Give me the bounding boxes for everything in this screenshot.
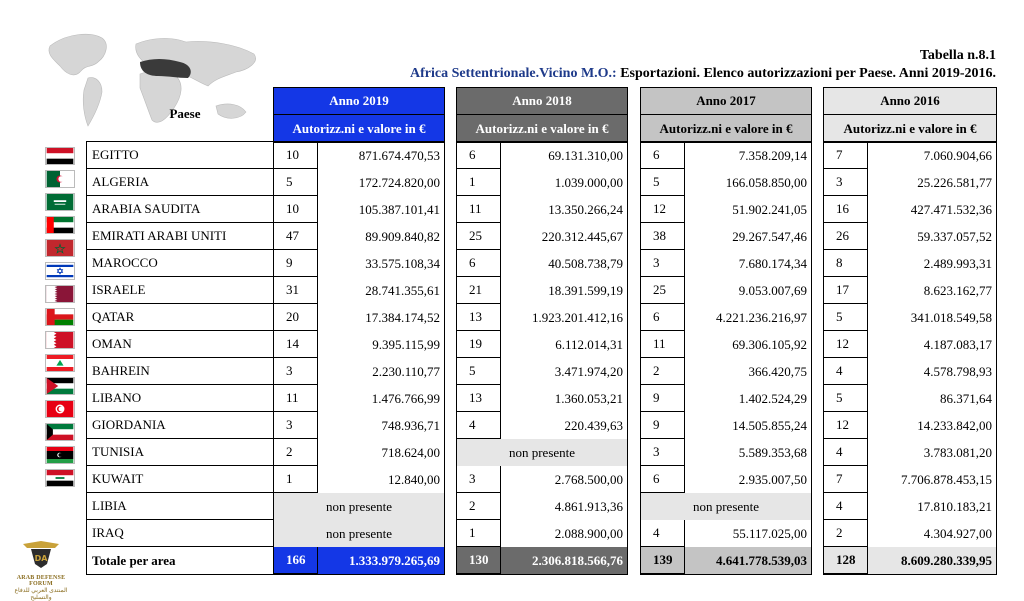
table-row [641, 358, 811, 385]
not-present-cell: non presente [641, 493, 811, 520]
table-row [274, 277, 444, 304]
authorization-count: 2 [457, 493, 501, 520]
country-name: EMIRATI ARABI UNITI [87, 223, 273, 250]
year-2018-column [456, 141, 628, 575]
authorization-count: 6 [641, 142, 685, 169]
shield-logo-icon [21, 540, 61, 570]
country-name-column [86, 141, 274, 575]
authorization-count: 38 [641, 223, 685, 250]
table-row [641, 385, 811, 412]
authorization-count: 20 [274, 304, 318, 331]
value-eur: 427.471.532,36 [910, 201, 992, 217]
table-row [824, 412, 996, 439]
value-eur: 14.505.855,24 [732, 417, 807, 433]
value-eur: 2.935.007,50 [738, 471, 807, 487]
table-row [274, 250, 444, 277]
table-row [457, 466, 627, 493]
authorization-count: 17 [824, 277, 868, 304]
table-row [824, 304, 996, 331]
oman-flag-icon [45, 308, 75, 326]
table-row [457, 439, 627, 466]
value-eur: 871.674.470,53 [358, 147, 440, 163]
year-2019-header [273, 87, 445, 143]
authorization-count: 6 [641, 466, 685, 493]
table-row [274, 520, 444, 547]
country-name: LIBIA [87, 493, 273, 520]
authorization-count: 8 [824, 250, 868, 277]
table-row [641, 466, 811, 493]
value-eur: 5.589.353,68 [738, 444, 807, 460]
value-eur: 69.306.105,92 [732, 336, 807, 352]
table-row [824, 196, 996, 223]
total-count: 166 [274, 547, 318, 574]
table-row [641, 520, 811, 547]
year-sublabel: Autorizz.ni e valore in € [824, 115, 996, 142]
authorization-count: 16 [824, 196, 868, 223]
total-value: 8.609.280.339,95 [868, 547, 996, 574]
svg-text:DA: DA [34, 554, 48, 563]
authorization-count: 5 [457, 358, 501, 385]
total-count: 128 [824, 547, 868, 574]
egypt-flag-icon [45, 147, 75, 165]
authorization-count: 6 [457, 142, 501, 169]
table-row [457, 331, 627, 358]
table-row [641, 412, 811, 439]
authorization-count: 7 [824, 142, 868, 169]
table-row [457, 196, 627, 223]
table-row [274, 196, 444, 223]
country-name: OMAN [87, 331, 273, 358]
value-eur: 17.384.174,52 [365, 309, 440, 325]
year-2017-column [640, 141, 812, 575]
algeria-flag-icon [45, 170, 75, 188]
authorization-count: 5 [641, 169, 685, 196]
year-label: Anno 2019 [274, 88, 444, 115]
value-eur: 1.402.524,29 [738, 390, 807, 406]
value-eur: 3.471.974,20 [554, 363, 623, 379]
authorization-count: 12 [824, 412, 868, 439]
authorization-count: 47 [274, 223, 318, 250]
year-label: Anno 2018 [457, 88, 627, 115]
value-eur: 12.840,00 [388, 471, 440, 487]
value-eur: 29.267.547,46 [732, 228, 807, 244]
value-eur: 166.058.850,00 [725, 174, 807, 190]
value-eur: 14.233.842,00 [917, 417, 992, 433]
authorization-count: 5 [274, 169, 318, 196]
year-2016-column [823, 141, 997, 575]
value-eur: 17.810.183,21 [917, 498, 992, 514]
value-eur: 2.088.900,00 [554, 525, 623, 541]
page-title [410, 66, 996, 82]
table-row [457, 169, 627, 196]
flag-column [45, 143, 77, 492]
authorization-count: 25 [641, 277, 685, 304]
bahrain-flag-icon [45, 331, 75, 349]
country-name: ARABIA SAUDITA [87, 196, 273, 223]
authorization-count: 1 [457, 520, 501, 547]
authorization-count: 4 [641, 520, 685, 547]
table-row [641, 439, 811, 466]
table-row [641, 196, 811, 223]
table-row [641, 223, 811, 250]
value-eur: 4.304.927,00 [923, 525, 992, 541]
year-label: Anno 2017 [641, 88, 811, 115]
authorization-count: 11 [457, 196, 501, 223]
table-row [641, 304, 811, 331]
value-eur: 89.909.840,82 [365, 228, 440, 244]
table-row [457, 277, 627, 304]
authorization-count: 7 [824, 466, 868, 493]
authorization-count: 1 [274, 466, 318, 493]
table-row [824, 277, 996, 304]
value-eur: 51.902.241,05 [732, 201, 807, 217]
table-row [824, 439, 996, 466]
value-eur: 25.226.581,77 [917, 174, 992, 190]
country-name: BAHREIN [87, 358, 273, 385]
table-row [824, 331, 996, 358]
title-region: Africa Settentrionale.Vicino M.O.: [410, 66, 617, 81]
table-row [274, 493, 444, 520]
table-row [274, 439, 444, 466]
value-eur: 8.623.162,77 [923, 282, 992, 298]
table-row [274, 223, 444, 250]
morocco-flag-icon [45, 239, 75, 257]
uae-flag-icon [45, 216, 75, 234]
authorization-count: 26 [824, 223, 868, 250]
total-count: 130 [457, 547, 501, 574]
authorization-count: 1 [457, 169, 501, 196]
authorization-count: 2 [641, 358, 685, 385]
country-name: ISRAELE [87, 277, 273, 304]
table-row [457, 412, 627, 439]
lebanon-flag-icon [45, 354, 75, 372]
not-present-cell: non presente [274, 493, 444, 520]
authorization-count: 3 [641, 439, 685, 466]
tunisia-flag-icon [45, 400, 75, 418]
authorization-count: 2 [274, 439, 318, 466]
table-row [274, 169, 444, 196]
value-eur: 7.060.904,66 [923, 147, 992, 163]
value-eur: 1.476.766,99 [371, 390, 440, 406]
year-2019-column [273, 141, 445, 575]
country-name: QATAR [87, 304, 273, 331]
table-row [274, 304, 444, 331]
authorization-count: 4 [457, 412, 501, 439]
not-present-cell: non presente [457, 439, 627, 466]
country-name: GIORDANIA [87, 412, 273, 439]
year-2018-header [456, 87, 628, 143]
total-row [274, 547, 444, 574]
value-eur: 4.578.798,93 [923, 363, 992, 379]
total-row [824, 547, 996, 574]
authorization-count: 12 [641, 196, 685, 223]
table-row [824, 493, 996, 520]
watermark-logo [6, 540, 76, 601]
value-eur: 9.395.115,99 [372, 336, 440, 352]
not-present-cell: non presente [274, 520, 444, 547]
value-eur: 7.706.878.453,15 [901, 471, 992, 487]
authorization-count: 9 [641, 385, 685, 412]
value-eur: 7.680.174,34 [738, 255, 807, 271]
authorization-count: 12 [824, 331, 868, 358]
table-row [457, 142, 627, 169]
authorization-count: 5 [824, 385, 868, 412]
value-eur: 18.391.599,19 [548, 282, 623, 298]
total-value: 2.306.818.566,76 [501, 547, 627, 574]
kuwait-flag-icon [45, 423, 75, 441]
year-sublabel: Autorizz.ni e valore in € [641, 115, 811, 142]
year-label: Anno 2016 [824, 88, 996, 115]
authorization-count: 5 [824, 304, 868, 331]
authorization-count: 13 [457, 304, 501, 331]
table-row [641, 169, 811, 196]
value-eur: 6.112.014,31 [555, 336, 623, 352]
authorization-count: 9 [274, 250, 318, 277]
value-eur: 4.187.083,17 [923, 336, 992, 352]
authorization-count: 6 [641, 304, 685, 331]
table-row [274, 331, 444, 358]
table-row [824, 358, 996, 385]
total-row [641, 547, 811, 574]
year-sublabel: Autorizz.ni e valore in € [274, 115, 444, 142]
value-eur: 220.439,63 [564, 417, 623, 433]
table-row [824, 466, 996, 493]
value-eur: 13.350.266,24 [548, 201, 623, 217]
authorization-count: 4 [824, 439, 868, 466]
value-eur: 748.936,71 [381, 417, 440, 433]
total-row [457, 547, 627, 574]
value-eur: 9.053.007,69 [738, 282, 807, 298]
authorization-count: 11 [274, 385, 318, 412]
authorization-count: 10 [274, 142, 318, 169]
value-eur: 69.131.310,00 [548, 147, 623, 163]
israel-flag-icon [45, 262, 75, 280]
authorization-count: 21 [457, 277, 501, 304]
authorization-count: 3 [641, 250, 685, 277]
authorization-count: 10 [274, 196, 318, 223]
value-eur: 28.741.355,61 [365, 282, 440, 298]
year-2017-header [640, 87, 812, 143]
authorization-count: 3 [274, 358, 318, 385]
value-eur: 2.489.993,31 [923, 255, 992, 271]
authorization-count: 25 [457, 223, 501, 250]
country-name: LIBANO [87, 385, 273, 412]
value-eur: 220.312.445,67 [541, 228, 623, 244]
table-row [274, 466, 444, 493]
value-eur: 366.420,75 [748, 363, 807, 379]
watermark-text-arabic: المنتدى العربي للدفاع والتسليح [14, 588, 68, 601]
table-row [824, 520, 996, 547]
country-name: TUNISIA [87, 439, 273, 466]
total-value: 4.641.778.539,03 [685, 547, 811, 574]
table-row [824, 223, 996, 250]
authorization-count: 3 [824, 169, 868, 196]
table-row [641, 250, 811, 277]
table-row [457, 493, 627, 520]
table-row [824, 142, 996, 169]
value-eur: 59.337.057,52 [917, 228, 992, 244]
table-row [824, 250, 996, 277]
saudi-arabia-flag-icon [45, 193, 75, 211]
table-row [457, 304, 627, 331]
country-name: MAROCCO [87, 250, 273, 277]
table-row [457, 385, 627, 412]
authorization-count: 13 [457, 385, 501, 412]
authorization-count: 4 [824, 493, 868, 520]
title-text: Esportazioni. Elenco autorizzazioni per Paese. Anni 2019-2016. [616, 66, 996, 81]
country-name: IRAQ [87, 520, 273, 547]
value-eur: 105.387.101,41 [358, 201, 440, 217]
qatar-flag-icon [45, 285, 75, 303]
authorization-count: 2 [824, 520, 868, 547]
table-row [824, 385, 996, 412]
value-eur: 2.230.110,77 [372, 363, 440, 379]
value-eur: 4.861.913,36 [554, 498, 623, 514]
jordan-flag-icon [45, 377, 75, 395]
year-sublabel: Autorizz.ni e valore in € [457, 115, 627, 142]
table-row [641, 142, 811, 169]
table-number: Tabella n.8.1 [919, 48, 996, 63]
table-row [641, 277, 811, 304]
value-eur: 1.360.053,21 [554, 390, 623, 406]
table-row [641, 331, 811, 358]
value-eur: 1.039.000,00 [554, 174, 623, 190]
total-value: 1.333.979.265,69 [318, 547, 444, 574]
table-row [457, 520, 627, 547]
authorization-count: 19 [457, 331, 501, 358]
country-name: KUWAIT [87, 466, 273, 493]
country-column-header: Paese [169, 106, 201, 121]
table-row [274, 412, 444, 439]
table-row [274, 385, 444, 412]
authorization-count: 3 [457, 466, 501, 493]
total-count: 139 [641, 547, 685, 574]
value-eur: 40.508.738,79 [548, 255, 623, 271]
table-row [641, 493, 811, 520]
total-label: Totale per area [92, 552, 176, 568]
table-row [457, 250, 627, 277]
table-row [274, 142, 444, 169]
value-eur: 4.221.236.216,97 [716, 309, 807, 325]
authorization-count: 14 [274, 331, 318, 358]
authorization-count: 6 [457, 250, 501, 277]
authorization-count: 3 [274, 412, 318, 439]
authorization-count: 31 [274, 277, 318, 304]
country-name: EGITTO [87, 142, 273, 169]
table-row [274, 358, 444, 385]
authorization-count: 11 [641, 331, 685, 358]
value-eur: 55.117.025,00 [732, 525, 807, 541]
value-eur: 86.371,64 [940, 390, 992, 406]
libya-flag-icon [45, 446, 75, 464]
country-name: ALGERIA [87, 169, 273, 196]
table-row [457, 358, 627, 385]
table-row [457, 223, 627, 250]
value-eur: 2.768.500,00 [554, 471, 623, 487]
table-row [824, 169, 996, 196]
watermark-text: ARAB DEFENSE FORUM [16, 575, 66, 587]
year-2016-header [823, 87, 997, 143]
value-eur: 718.624,00 [381, 444, 440, 460]
authorization-count: 4 [824, 358, 868, 385]
iraq-flag-icon [45, 469, 75, 487]
value-eur: 33.575.108,34 [365, 255, 440, 271]
authorization-count: 9 [641, 412, 685, 439]
value-eur: 7.358.209,14 [738, 147, 807, 163]
value-eur: 3.783.081,20 [923, 444, 992, 460]
value-eur: 1.923.201.412,16 [532, 309, 623, 325]
value-eur: 341.018.549,58 [910, 309, 992, 325]
value-eur: 172.724.820,00 [358, 174, 440, 190]
